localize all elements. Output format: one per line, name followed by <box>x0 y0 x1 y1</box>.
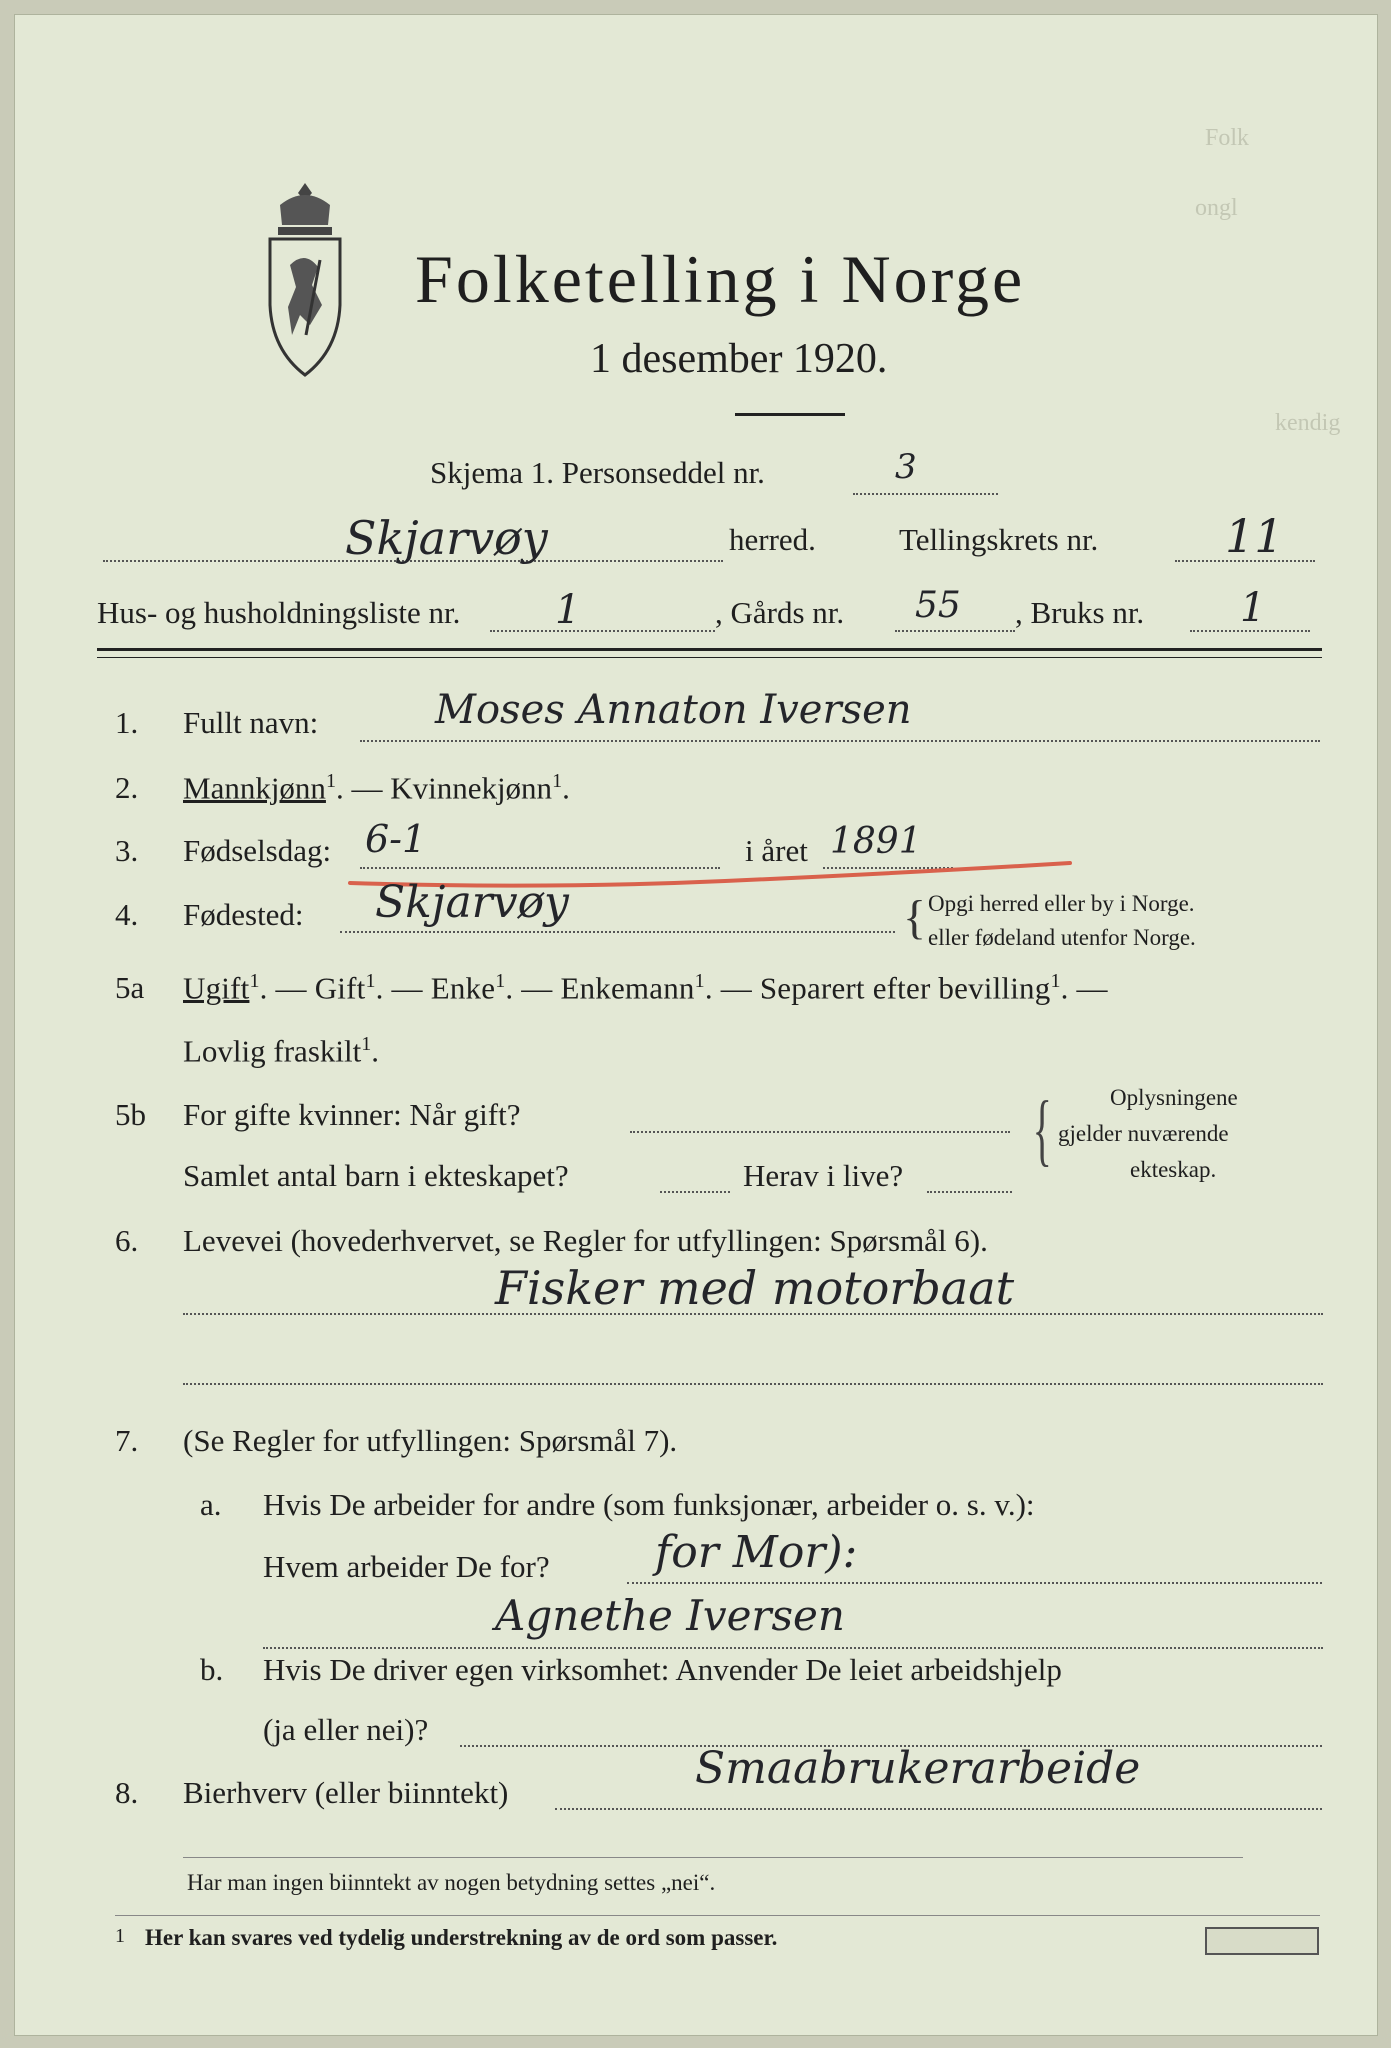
birthplace-value: Skjarvøy <box>375 877 569 928</box>
q4-label: Fødested: <box>183 897 304 932</box>
q6-number: 6. <box>115 1223 139 1258</box>
q1-number: 1. <box>115 705 139 740</box>
bruks-label: , Bruks nr. <box>1015 595 1145 630</box>
bruks-value: 1 <box>1240 585 1266 631</box>
q7-label: (Se Regler for utfyllingen: Spørsmål 7). <box>183 1423 678 1458</box>
q8-label: Bierhverv (eller biinntekt) <box>183 1775 509 1810</box>
gender-male: Mannkjønn <box>183 770 326 806</box>
herred-label: herred. <box>729 522 816 557</box>
q4-note-line1: Opgi herred eller by i Norge. <box>928 891 1195 916</box>
employer-value-line1: for Mor): <box>655 1527 858 1578</box>
q5b-number: 5b <box>115 1097 146 1132</box>
q7b-label: Hvis De driver egen virksomhet: Anvender De leiet arbeidshjelp <box>263 1652 1062 1687</box>
q7-number: 7. <box>115 1423 139 1458</box>
q7a-label: Hvis De arbeider for andre (som funksjonær, arbeider o. s. v.): <box>263 1487 1035 1522</box>
occupation-value: Fisker med motorbaat <box>495 1261 1015 1315</box>
q5b-note-line3: ekteskap. <box>1130 1157 1217 1182</box>
employer-value-line2: Agnethe Iversen <box>495 1591 845 1640</box>
marital-status-line2: Lovlig fraskilt$^1$. <box>183 1033 379 1069</box>
q7b-letter: b. <box>200 1652 224 1687</box>
employer-label: Hvem arbeider De for? <box>263 1549 550 1584</box>
title-divider <box>735 413 845 416</box>
year-label: i året <box>745 833 808 868</box>
full-name-value: Moses Annaton Iversen <box>435 687 912 733</box>
tellingskrets-value: 11 <box>1225 509 1284 563</box>
hired-help-label: (ja eller nei)? <box>263 1712 429 1747</box>
birthdate-value: 6-1 <box>365 817 427 861</box>
form-date: 1 desember 1920. <box>590 336 888 382</box>
footer-rule <box>183 1857 1243 1858</box>
alive-label: Herav i live? <box>743 1158 904 1193</box>
q4-brace: { <box>903 891 927 944</box>
printer-stamp <box>1205 1927 1319 1955</box>
schema-label: Skjema 1. Personseddel nr. <box>430 455 765 490</box>
form-title: Folketelling i Norge <box>415 241 1026 317</box>
q5b-note-line2: gjelder nuværende <box>1058 1121 1229 1146</box>
tellingskrets-label: Tellingskrets nr. <box>899 522 1099 557</box>
gender-options: Mannkjønn$^1$. — Kvinnekjønn$^1$. <box>183 770 570 806</box>
gards-label: , Gårds nr. <box>715 595 845 630</box>
q1-label: Fullt navn: <box>183 705 319 740</box>
q4-note-line2: eller fødeland utenfor Norge. <box>928 925 1196 950</box>
household-label: Hus- og husholdningsliste nr. <box>97 595 461 630</box>
coat-of-arms-emblem <box>250 175 360 385</box>
q3-number: 3. <box>115 833 139 868</box>
gender-female: Kvinnekjønn <box>390 770 553 806</box>
q3-label: Fødselsdag: <box>183 833 332 868</box>
household-value: 1 <box>555 587 581 633</box>
q5a-number: 5a <box>115 970 145 1005</box>
q4-number: 4. <box>115 897 139 932</box>
q5b-brace: { <box>1032 1086 1052 1174</box>
gards-value: 55 <box>915 585 961 626</box>
side-income-value: Smaabrukerarbeide <box>695 1743 1141 1794</box>
children-label: Samlet antal barn i ekteskapet? <box>183 1158 569 1193</box>
status-ugift: Ugift <box>183 970 250 1006</box>
census-form: Folk ongl kendig Folketelling i Norge 1 desember 1920. Skjema 1. Personseddel nr. 3 Skjarvøy herred. Tellingskrets nr. 11 Hus- og husholdningsliste nr. 1 , Gårds nr. 55 , Bruks nr. 1 1. Fullt navn: Moses Annaton Iversen 2. Mannkjønn$^1$. — Kvinnekjønn$^1$. 3. Fødselsdag: 6-1 i året 1891 4. Fødested: Skjarvøy { Opgi herred eller by i Norge. eller fødeland utenfor Norge. 5a Ugift$^1$. — Gift$^1$. — Enke$^1$. — Enkemann$^1$. — Separert efter bevilling$^1$. — Lovlig fraskilt$^1$. 5b For gifte kvinner: Når gift? Samlet antal barn i ekteskapet? Herav i live? { Oplysningene gjelder nuværende ekteskap. 6. Levevei (hovederhvervet, se Regler for utfyllingen: Spørsmål 6). Fisker med motorbaat 7. (Se Regler for utfyllingen: Spørsmål 7). a. Hvis De arbeider for andre (som funksjonær, arbeider o. s. v.): Hvem arbeider De for? for Mor): Agnethe Iversen b. Hvis De driver egen virksomhet: Anvender De leiet arbeidshjelp (ja eller nei)? 8. Bierhverv (eller biinntekt) Smaabrukerarbeide Har man ingen biinntekt av nogen betydning settes „nei“. 1 Her kan svares ved tydelig understrekning av de ord som passer. <box>14 14 1378 2036</box>
q8-number: 8. <box>115 1775 139 1810</box>
q6-label: Levevei (hovederhvervet, se Regler for utfyllingen: Spørsmål 6). <box>183 1223 988 1258</box>
bleed-through: Folk <box>1205 125 1250 151</box>
footnote-marker: 1 <box>115 1925 125 1947</box>
footer-note: Har man ingen biinntekt av nogen betydning settes „nei“. <box>187 1870 716 1895</box>
q2-number: 2. <box>115 770 139 805</box>
q7a-letter: a. <box>200 1487 222 1522</box>
municipality-value: Skjarvøy <box>345 511 548 565</box>
q5b-note-line1: Oplysningene <box>1110 1085 1238 1110</box>
personseddel-number: 3 <box>895 447 917 487</box>
footnote-text: Her kan svares ved tydelig understrekning av de ord som passer. <box>145 1925 778 1950</box>
birth-year-value: 1891 <box>830 821 922 862</box>
header-double-rule <box>97 648 1322 651</box>
marital-status-options: Ugift$^1$. — Gift$^1$. — Enke$^1$. — Enkemann$^1$. — Separert efter bevilling$^1$. — <box>183 970 1108 1006</box>
q5b-label: For gifte kvinner: Når gift? <box>183 1097 521 1132</box>
